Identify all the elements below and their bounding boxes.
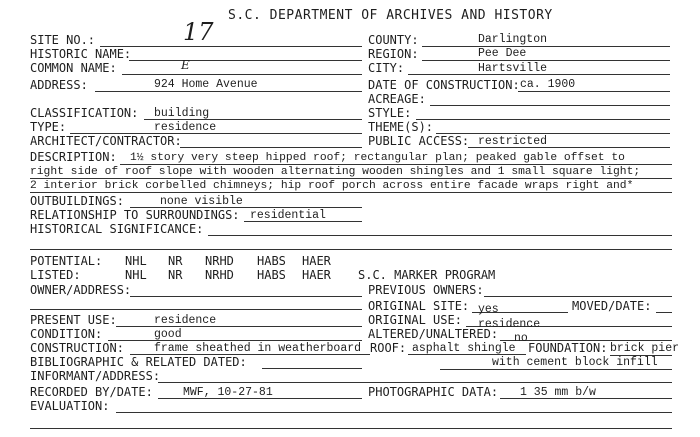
description-rule-3 — [30, 192, 672, 193]
historical-significance-line — [208, 235, 672, 236]
date-of-construction-label: DATE OF CONSTRUCTION: — [368, 78, 520, 92]
classification-label: CLASSIFICATION: — [30, 106, 139, 120]
listed-nrhd: NRHD — [205, 268, 234, 282]
form-title: S.C. DEPARTMENT OF ARCHIVES AND HISTORY — [228, 8, 553, 23]
original-site-value: yes — [478, 303, 499, 316]
foundation-line-2 — [440, 369, 672, 370]
common-name-label: COMMON NAME: — [30, 61, 117, 75]
listed-nhl: NHL — [125, 268, 147, 282]
type-value: residence — [154, 121, 217, 134]
site-no-label: SITE NO.: — [30, 33, 96, 47]
original-use-value: residence — [478, 318, 541, 331]
listed-habs: HABS — [257, 268, 286, 282]
sc-marker-program: S.C. MARKER PROGRAM — [358, 268, 496, 282]
style-line — [416, 119, 670, 120]
acreage-line — [430, 105, 670, 106]
previous-owners-line — [484, 296, 672, 297]
photographic-data-value: 1 35 mm b/w — [520, 386, 596, 399]
photographic-data-label: PHOTOGRAPHIC DATA: — [368, 385, 499, 399]
evaluation-line — [116, 412, 672, 413]
public-access-value: restricted — [478, 135, 548, 148]
roof-label: ROOF: — [370, 341, 407, 355]
potential-nrhd: NRHD — [205, 254, 234, 268]
description-label: DESCRIPTION: — [30, 150, 117, 164]
listed-nr: NR — [168, 268, 183, 282]
present-use-line — [116, 326, 362, 327]
listed-haer: HAER — [302, 268, 331, 282]
foundation-label: FOUNDATION: — [528, 341, 608, 355]
site-no-line — [100, 46, 362, 47]
date-of-construction-value: ca. 1900 — [520, 78, 576, 91]
owner-address-label: OWNER/ADDRESS: — [30, 283, 132, 297]
altered-unaltered-value: no — [514, 332, 528, 345]
potential-habs: HABS — [257, 254, 286, 268]
owner-address-line-2 — [30, 309, 362, 310]
potential-haer: HAER — [302, 254, 331, 268]
historic-name-label: HISTORIC NAME: — [30, 47, 132, 61]
foundation-value-2: with cement block infill — [492, 356, 658, 369]
common-name-line — [122, 74, 362, 75]
acreage-label: ACREAGE: — [368, 92, 426, 106]
condition-value: good — [154, 328, 182, 341]
potential-label: POTENTIAL: — [30, 254, 103, 268]
architect-line — [180, 147, 362, 148]
evaluation-line-2 — [30, 428, 672, 429]
recorded-by-label: RECORDED BY/DATE: — [30, 385, 153, 399]
present-use-value: residence — [154, 314, 217, 327]
county-value: Darlington — [478, 33, 548, 46]
original-use-label: ORIGINAL USE: — [368, 313, 462, 327]
original-site-label: ORIGINAL SITE: — [368, 299, 470, 313]
historical-significance-label: HISTORICAL SIGNIFICANCE: — [30, 222, 204, 236]
evaluation-label: EVALUATION: — [30, 399, 110, 413]
informant-line — [158, 382, 672, 383]
informant-label: INFORMANT/ADDRESS: — [30, 369, 161, 383]
type-label: TYPE: — [30, 120, 67, 134]
address-value: 924 Home Avenue — [154, 78, 258, 91]
city-value: Hartsville — [478, 62, 548, 75]
description-line-2: right side of roof slope with wooden alternating wooden shingles and 1 small square light; — [30, 166, 641, 178]
region-line — [422, 60, 670, 61]
previous-owners-label: PREVIOUS OWNERS: — [368, 283, 484, 297]
description-line-1: 1½ story very steep hipped roof; rectangular plan; peaked gable offset to — [130, 152, 625, 164]
significance-rule — [30, 249, 672, 250]
bibliographic-label: BIBLIOGRAPHIC & RELATED DATED: — [30, 355, 247, 369]
style-label: STYLE: — [368, 106, 412, 120]
theme-line — [436, 133, 670, 134]
listed-label: LISTED: — [30, 268, 81, 282]
construction-label: CONSTRUCTION: — [30, 341, 124, 355]
outbuildings-label: OUTBUILDINGS: — [30, 194, 124, 208]
moved-date-line — [656, 312, 672, 313]
site-no-value: 17 — [183, 18, 214, 46]
relationship-value: residential — [250, 209, 326, 222]
construction-value: frame sheathed in weatherboard — [154, 342, 362, 355]
classification-value: building — [154, 107, 210, 120]
county-label: COUNTY: — [368, 33, 419, 47]
present-use-label: PRESENT USE: — [30, 313, 117, 327]
foundation-value-1: brick pier — [610, 342, 680, 355]
historic-name-line — [129, 60, 362, 61]
region-label: REGION: — [368, 47, 419, 61]
address-label: ADDRESS: — [30, 78, 88, 92]
condition-label: CONDITION: — [30, 327, 103, 341]
outbuildings-value: none visible — [160, 195, 243, 208]
architect-label: ARCHITECT/CONTRACTOR: — [30, 134, 182, 148]
altered-unaltered-label: ALTERED/UNALTERED: — [368, 327, 499, 341]
recorded-by-value: MWF, 10-27-81 — [183, 386, 273, 399]
public-access-label: PUBLIC ACCESS: — [368, 134, 470, 148]
region-value: Pee Dee — [478, 47, 527, 60]
relationship-label: RELATIONSHIP TO SURROUNDINGS: — [30, 208, 240, 222]
common-name-mark: E — [181, 58, 190, 72]
description-line-3: 2 interior brick corbelled chimneys; hip roof porch across entire facade wraps right and* — [30, 180, 634, 192]
moved-date-label: MOVED/DATE: — [572, 299, 652, 313]
theme-label: THEME(S): — [368, 120, 434, 134]
bibliographic-line — [262, 368, 362, 369]
roof-value: asphalt shingle — [412, 342, 516, 355]
owner-address-line — [130, 296, 362, 297]
potential-nhl: NHL — [125, 254, 147, 268]
city-label: CITY: — [368, 61, 405, 75]
condition-line — [108, 340, 362, 341]
potential-nr: NR — [168, 254, 183, 268]
